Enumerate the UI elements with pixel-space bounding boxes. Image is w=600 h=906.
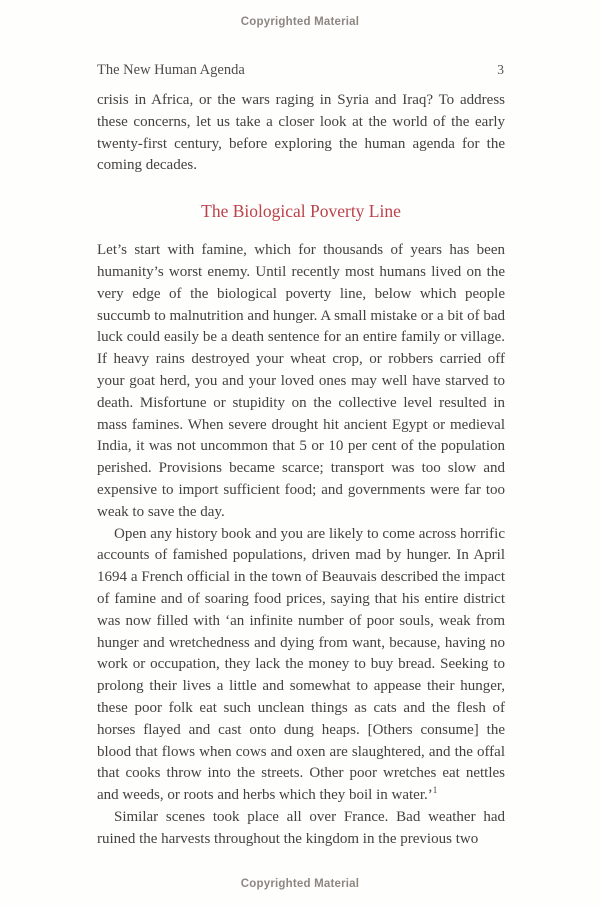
paragraph-continuation: crisis in Africa, or the wars raging in Syria and Iraq? To address these concerns, let us take a closer look at the world of the early twenty-first century, before exploring the human agenda for the coming decades. [97, 92, 505, 174]
page-body [97, 90, 505, 851]
paragraph-famine: Let’s start with famine, which for thousands of years has been humanity’s worst enemy. Until recently most humans lived on the very edge of the biological poverty line, below which people succumb to malnutrition and hunger. A small mistake or a bit of bad luck could easily be a death sentence for an entire family or village. If heavy rains destroyed your wheat crop, or robbers carried off your goat herd, you and your loved ones may well have starved to death. Misfortune or stupidity on the collective level resulted in mass famines. When severe drought hit ancient Egypt or medieval India, it was not uncommon that 5 or 10 per cent of the population perished. Provisions became scarce; transport was too slow and expensive to import sufficient food; and governments were far too weak to save the day. [97, 242, 505, 520]
section-heading: The Biological Poverty Line [201, 201, 401, 222]
page-number: 3 [497, 62, 504, 77]
paragraph-beauvais-text: Open any history book and you are likely to come across horrific accounts of famished populations, driven mad by hunger. In April 1694 a French official in the town of Beauvais described the impact of famine and of soaring food prices, saying that his entire district was now filled with ‘an infinite number of poor souls, weak from hunger and wretchedness and dying from want, because, having no work or occupation, they lack the money to buy bread. Seeking to prolong their lives a little and somewhat to appease their hunger, these poor folk eat such unclean things as cats and the flesh of horses flayed and cast onto dung heaps. [Others consume] the blood that flows when cows and oxen are slaughtered, and the offal that cooks throw into the streets. Other poor wretches eat nettles and weeds, or roots and herbs which they boil in water.’ [97, 525, 505, 804]
footnote-marker: 1 [432, 785, 438, 796]
paragraph-beauvais [97, 524, 505, 807]
copyright-banner-bottom: Copyrighted Material [240, 878, 360, 890]
running-header [97, 62, 504, 79]
copyright-banner-top: Copyrighted Material [240, 16, 360, 28]
paragraph-france: Similar scenes took place all over France. Bad weather had ruined the harvests throughout the kingdom in the previous two [97, 808, 505, 847]
running-header-title: The New Human Agenda [97, 62, 245, 78]
